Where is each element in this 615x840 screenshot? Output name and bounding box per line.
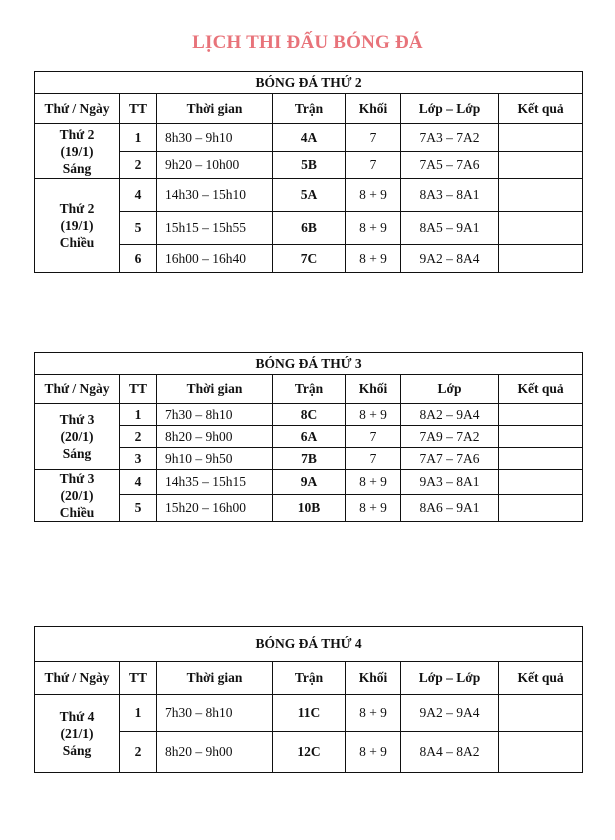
header-classes: Lớp – Lớp xyxy=(401,94,499,124)
row-number: 2 xyxy=(120,152,157,179)
grade-cell: 8 + 9 xyxy=(346,404,401,426)
grade-cell: 8 + 9 xyxy=(346,695,401,732)
row-number: 1 xyxy=(120,124,157,152)
header-tt: TT xyxy=(120,375,157,404)
result-cell[interactable] xyxy=(499,179,583,212)
table-caption: BÓNG ĐÁ THỨ 2 xyxy=(35,72,583,94)
classes-cell: 7A5 – 7A6 xyxy=(401,152,499,179)
page-title: LỊCH THI ĐẤU BÓNG ĐÁ xyxy=(192,32,423,53)
schedule-table-wednesday xyxy=(34,626,583,773)
day-cell-line: Thứ 2 xyxy=(59,201,95,216)
result-cell[interactable] xyxy=(499,494,583,521)
day-cell xyxy=(35,179,120,273)
row-number: 4 xyxy=(120,470,157,495)
table-caption: BÓNG ĐÁ THỨ 4 xyxy=(35,627,583,662)
day-cell xyxy=(35,124,120,179)
match-cell: 5B xyxy=(273,152,346,179)
header-day: Thứ / Ngày xyxy=(35,375,120,404)
time-cell: 8h20 – 9h00 xyxy=(157,732,273,773)
table-row xyxy=(35,695,583,732)
table-header-row xyxy=(35,662,583,695)
time-cell: 14h35 – 15h15 xyxy=(157,470,273,495)
header-time: Thời gian xyxy=(157,662,273,695)
day-cell-line: (21/1) xyxy=(60,726,94,741)
match-cell: 4A xyxy=(273,124,346,152)
grade-cell: 7 xyxy=(346,152,401,179)
table-row xyxy=(35,124,583,152)
match-cell: 6A xyxy=(273,426,346,448)
day-cell-line: Thứ 3 xyxy=(59,412,95,427)
day-cell-line: (19/1) xyxy=(60,218,94,233)
match-cell: 8C xyxy=(273,404,346,426)
result-cell[interactable] xyxy=(499,695,583,732)
match-cell: 5A xyxy=(273,179,346,212)
result-cell[interactable] xyxy=(499,448,583,470)
day-cell xyxy=(35,695,120,773)
header-result: Kết quả xyxy=(499,662,583,695)
result-cell[interactable] xyxy=(499,124,583,152)
result-cell[interactable] xyxy=(499,212,583,245)
classes-cell: 8A3 – 8A1 xyxy=(401,179,499,212)
table-header-row xyxy=(35,94,583,124)
result-cell[interactable] xyxy=(499,732,583,773)
table-row xyxy=(35,179,583,212)
row-number: 6 xyxy=(120,245,157,273)
result-cell[interactable] xyxy=(499,426,583,448)
classes-cell: 8A5 – 9A1 xyxy=(401,212,499,245)
row-number: 5 xyxy=(120,212,157,245)
result-cell[interactable] xyxy=(499,470,583,495)
match-cell: 7B xyxy=(273,448,346,470)
classes-cell: 7A3 – 7A2 xyxy=(401,124,499,152)
day-cell-line: Thứ 3 xyxy=(59,471,95,486)
header-classes: Lớp – Lớp xyxy=(401,662,499,695)
grade-cell: 8 + 9 xyxy=(346,212,401,245)
grade-cell: 8 + 9 xyxy=(346,494,401,521)
day-cell xyxy=(35,470,120,522)
grade-cell: 7 xyxy=(346,448,401,470)
day-cell-line: Chiều xyxy=(59,505,95,520)
row-number: 2 xyxy=(120,426,157,448)
day-cell-line: (20/1) xyxy=(60,429,94,444)
classes-cell: 9A3 – 8A1 xyxy=(401,470,499,495)
header-day: Thứ / Ngày xyxy=(35,94,120,124)
grade-cell: 8 + 9 xyxy=(346,732,401,773)
time-cell: 9h10 – 9h50 xyxy=(157,448,273,470)
day-cell-line: Thứ 2 xyxy=(59,126,95,142)
match-cell: 10B xyxy=(273,494,346,521)
row-number: 1 xyxy=(120,404,157,426)
classes-cell: 7A7 – 7A6 xyxy=(401,448,499,470)
table-row xyxy=(35,470,583,495)
header-match: Trận xyxy=(273,375,346,404)
row-number: 5 xyxy=(120,494,157,521)
row-number: 4 xyxy=(120,179,157,212)
row-number: 1 xyxy=(120,695,157,732)
header-day: Thứ / Ngày xyxy=(35,662,120,695)
match-cell: 7C xyxy=(273,245,346,273)
table-caption: BÓNG ĐÁ THỨ 3 xyxy=(35,353,583,375)
time-cell: 15h15 – 15h55 xyxy=(157,212,273,245)
classes-cell: 7A9 – 7A2 xyxy=(401,426,499,448)
day-cell-line: Sáng xyxy=(62,446,92,461)
day-cell-line: Chiều xyxy=(59,235,95,250)
classes-cell: 9A2 – 9A4 xyxy=(401,695,499,732)
header-result: Kết quả xyxy=(499,94,583,124)
classes-cell: 8A2 – 9A4 xyxy=(401,404,499,426)
header-classes: Lớp xyxy=(401,375,499,404)
day-cell-line: Sáng xyxy=(62,743,92,758)
header-grade: Khối xyxy=(346,662,401,695)
time-cell: 8h20 – 9h00 xyxy=(157,426,273,448)
time-cell: 14h30 – 15h10 xyxy=(157,179,273,212)
grade-cell: 8 + 9 xyxy=(346,470,401,495)
result-cell[interactable] xyxy=(499,404,583,426)
day-cell-line: Thứ 4 xyxy=(59,709,95,724)
day-cell-line: (20/1) xyxy=(60,488,94,503)
header-tt: TT xyxy=(120,662,157,695)
classes-cell: 9A2 – 8A4 xyxy=(401,245,499,273)
row-number: 2 xyxy=(120,732,157,773)
header-grade: Khối xyxy=(346,94,401,124)
match-cell: 6B xyxy=(273,212,346,245)
time-cell: 16h00 – 16h40 xyxy=(157,245,273,273)
header-tt: TT xyxy=(120,94,157,124)
day-cell-line: (19/1) xyxy=(60,143,94,159)
header-time: Thời gian xyxy=(157,94,273,124)
match-cell: 11C xyxy=(273,695,346,732)
result-cell[interactable] xyxy=(499,245,583,273)
header-match: Trận xyxy=(273,662,346,695)
classes-cell: 8A6 – 9A1 xyxy=(401,494,499,521)
grade-cell: 8 + 9 xyxy=(346,179,401,212)
table-header-row xyxy=(35,375,583,404)
header-result: Kết quả xyxy=(499,375,583,404)
time-cell: 8h30 – 9h10 xyxy=(157,124,273,152)
header-grade: Khối xyxy=(346,375,401,404)
time-cell: 7h30 – 8h10 xyxy=(157,404,273,426)
day-cell-line: Sáng xyxy=(62,160,92,176)
header-time: Thời gian xyxy=(157,375,273,404)
time-cell: 15h20 – 16h00 xyxy=(157,494,273,521)
grade-cell: 8 + 9 xyxy=(346,245,401,273)
time-cell: 7h30 – 8h10 xyxy=(157,695,273,732)
match-cell: 9A xyxy=(273,470,346,495)
grade-cell: 7 xyxy=(346,426,401,448)
schedule-table-tuesday xyxy=(34,352,583,522)
match-cell: 12C xyxy=(273,732,346,773)
day-cell xyxy=(35,404,120,470)
grade-cell: 7 xyxy=(346,124,401,152)
table-row xyxy=(35,404,583,426)
time-cell: 9h20 – 10h00 xyxy=(157,152,273,179)
classes-cell: 8A4 – 8A2 xyxy=(401,732,499,773)
row-number: 3 xyxy=(120,448,157,470)
schedule-table-monday xyxy=(34,71,583,273)
result-cell[interactable] xyxy=(499,152,583,179)
header-match: Trận xyxy=(273,94,346,124)
